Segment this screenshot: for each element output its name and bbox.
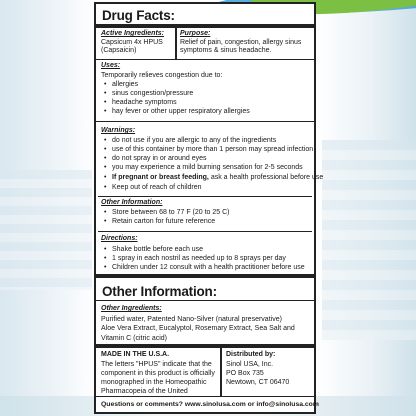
directions-heading: Directions: [101, 235, 138, 242]
address-line: Newtown, CT 06470 [226, 379, 290, 386]
active-ingredient-line: (Capsaicin) [101, 47, 137, 54]
uses-item: • sinus congestion/pressure [112, 90, 193, 98]
warnings-item: • do not use if you are allergic to any of the ingredients [112, 137, 276, 145]
hpus-line: Pharmacopeia of the United [101, 388, 188, 395]
title-rule [96, 4, 314, 28]
active-purpose-rule [96, 28, 314, 60]
hpus-line: component in this product is officially [101, 370, 215, 377]
active-ingredients-heading: Active Ingredients: [101, 30, 165, 37]
purpose-line: symptoms & sinus headache. [180, 47, 272, 54]
uses-rule [96, 60, 314, 122]
address-line: PO Box 735 [226, 370, 264, 377]
carton-right-pattern [322, 140, 416, 340]
address-line: Sinol USA, Inc. [226, 361, 274, 368]
other-info-item: • Retain carton for future reference [112, 218, 215, 226]
uses-item: • allergies [112, 81, 138, 89]
other-info-item: • Store between 68 to 77 F (20 to 25 C) [112, 209, 230, 217]
pregnancy-text: ask a health professional before use [210, 174, 324, 181]
purpose-line: Relief of pain, congestion, allergy sinus [180, 39, 302, 46]
warnings-block-rule [96, 122, 314, 278]
other-ingredients-line: Aloe Vera Extract, Eucalyptol, Rosemary Extract, Sea Salt and [101, 325, 295, 332]
directions-item: • Children under 12 consult with a health practitioner before use [112, 264, 305, 272]
other-information-title: Other Information: [102, 284, 217, 299]
hpus-line: monographed in the Homeopathic [101, 379, 207, 386]
other-ingredients-heading: Other Ingredients: [101, 305, 162, 312]
carton-left-pattern [0, 170, 92, 290]
other-ingredients-line: Purified water, Patented Nano-Silver (natural preservative) [101, 316, 282, 323]
directions-item: • Shake bottle before each use [112, 246, 203, 254]
contact-divider [96, 396, 314, 397]
other-ingredients-line: Vitamin C (citric acid) [101, 335, 167, 342]
active-ingredient-line: Capsicum 4x HPUS [101, 39, 163, 46]
distributed-by-heading: Distributed by: [226, 351, 276, 358]
other-ingredients-rule [96, 301, 314, 348]
purpose-heading: Purpose: [180, 30, 211, 37]
made-in-usa: MADE IN THE U.S.A. [101, 351, 170, 358]
drug-facts-label [94, 2, 324, 414]
hpus-line: The letters "HPUS" indicate that the [101, 361, 212, 368]
warnings-item: • use of this container by more than 1 person may spread infection [112, 146, 313, 154]
pregnancy-bold-text: If pregnant or breast feeding, [112, 174, 209, 181]
footer-divider [220, 348, 222, 396]
directions-item: • 1 spray in each nostril as needed up to 8 sprays per day [112, 255, 286, 263]
uses-item: • headache symptoms [112, 99, 177, 107]
other-information-title-rule [96, 278, 314, 301]
warnings-item: • Keep out of reach of children [112, 184, 202, 192]
contact-line: Questions or comments? www.sinolusa.com or info@sinolusa.com [101, 401, 319, 408]
uses-intro: Temporarily relieves congestion due to: [101, 72, 223, 79]
warnings-item: • do not spray in or around eyes [112, 155, 207, 163]
drug-facts-title: Drug Facts: [102, 8, 175, 23]
warnings-item: • you may experience a mild burning sensation for 2-5 seconds [112, 164, 303, 172]
uses-heading: Uses: [101, 62, 121, 69]
uses-item: • hay fever or other upper respiratory allergies [112, 108, 250, 116]
other-info-heading: Other Information: [101, 199, 163, 206]
warnings-heading: Warnings: [101, 127, 136, 134]
